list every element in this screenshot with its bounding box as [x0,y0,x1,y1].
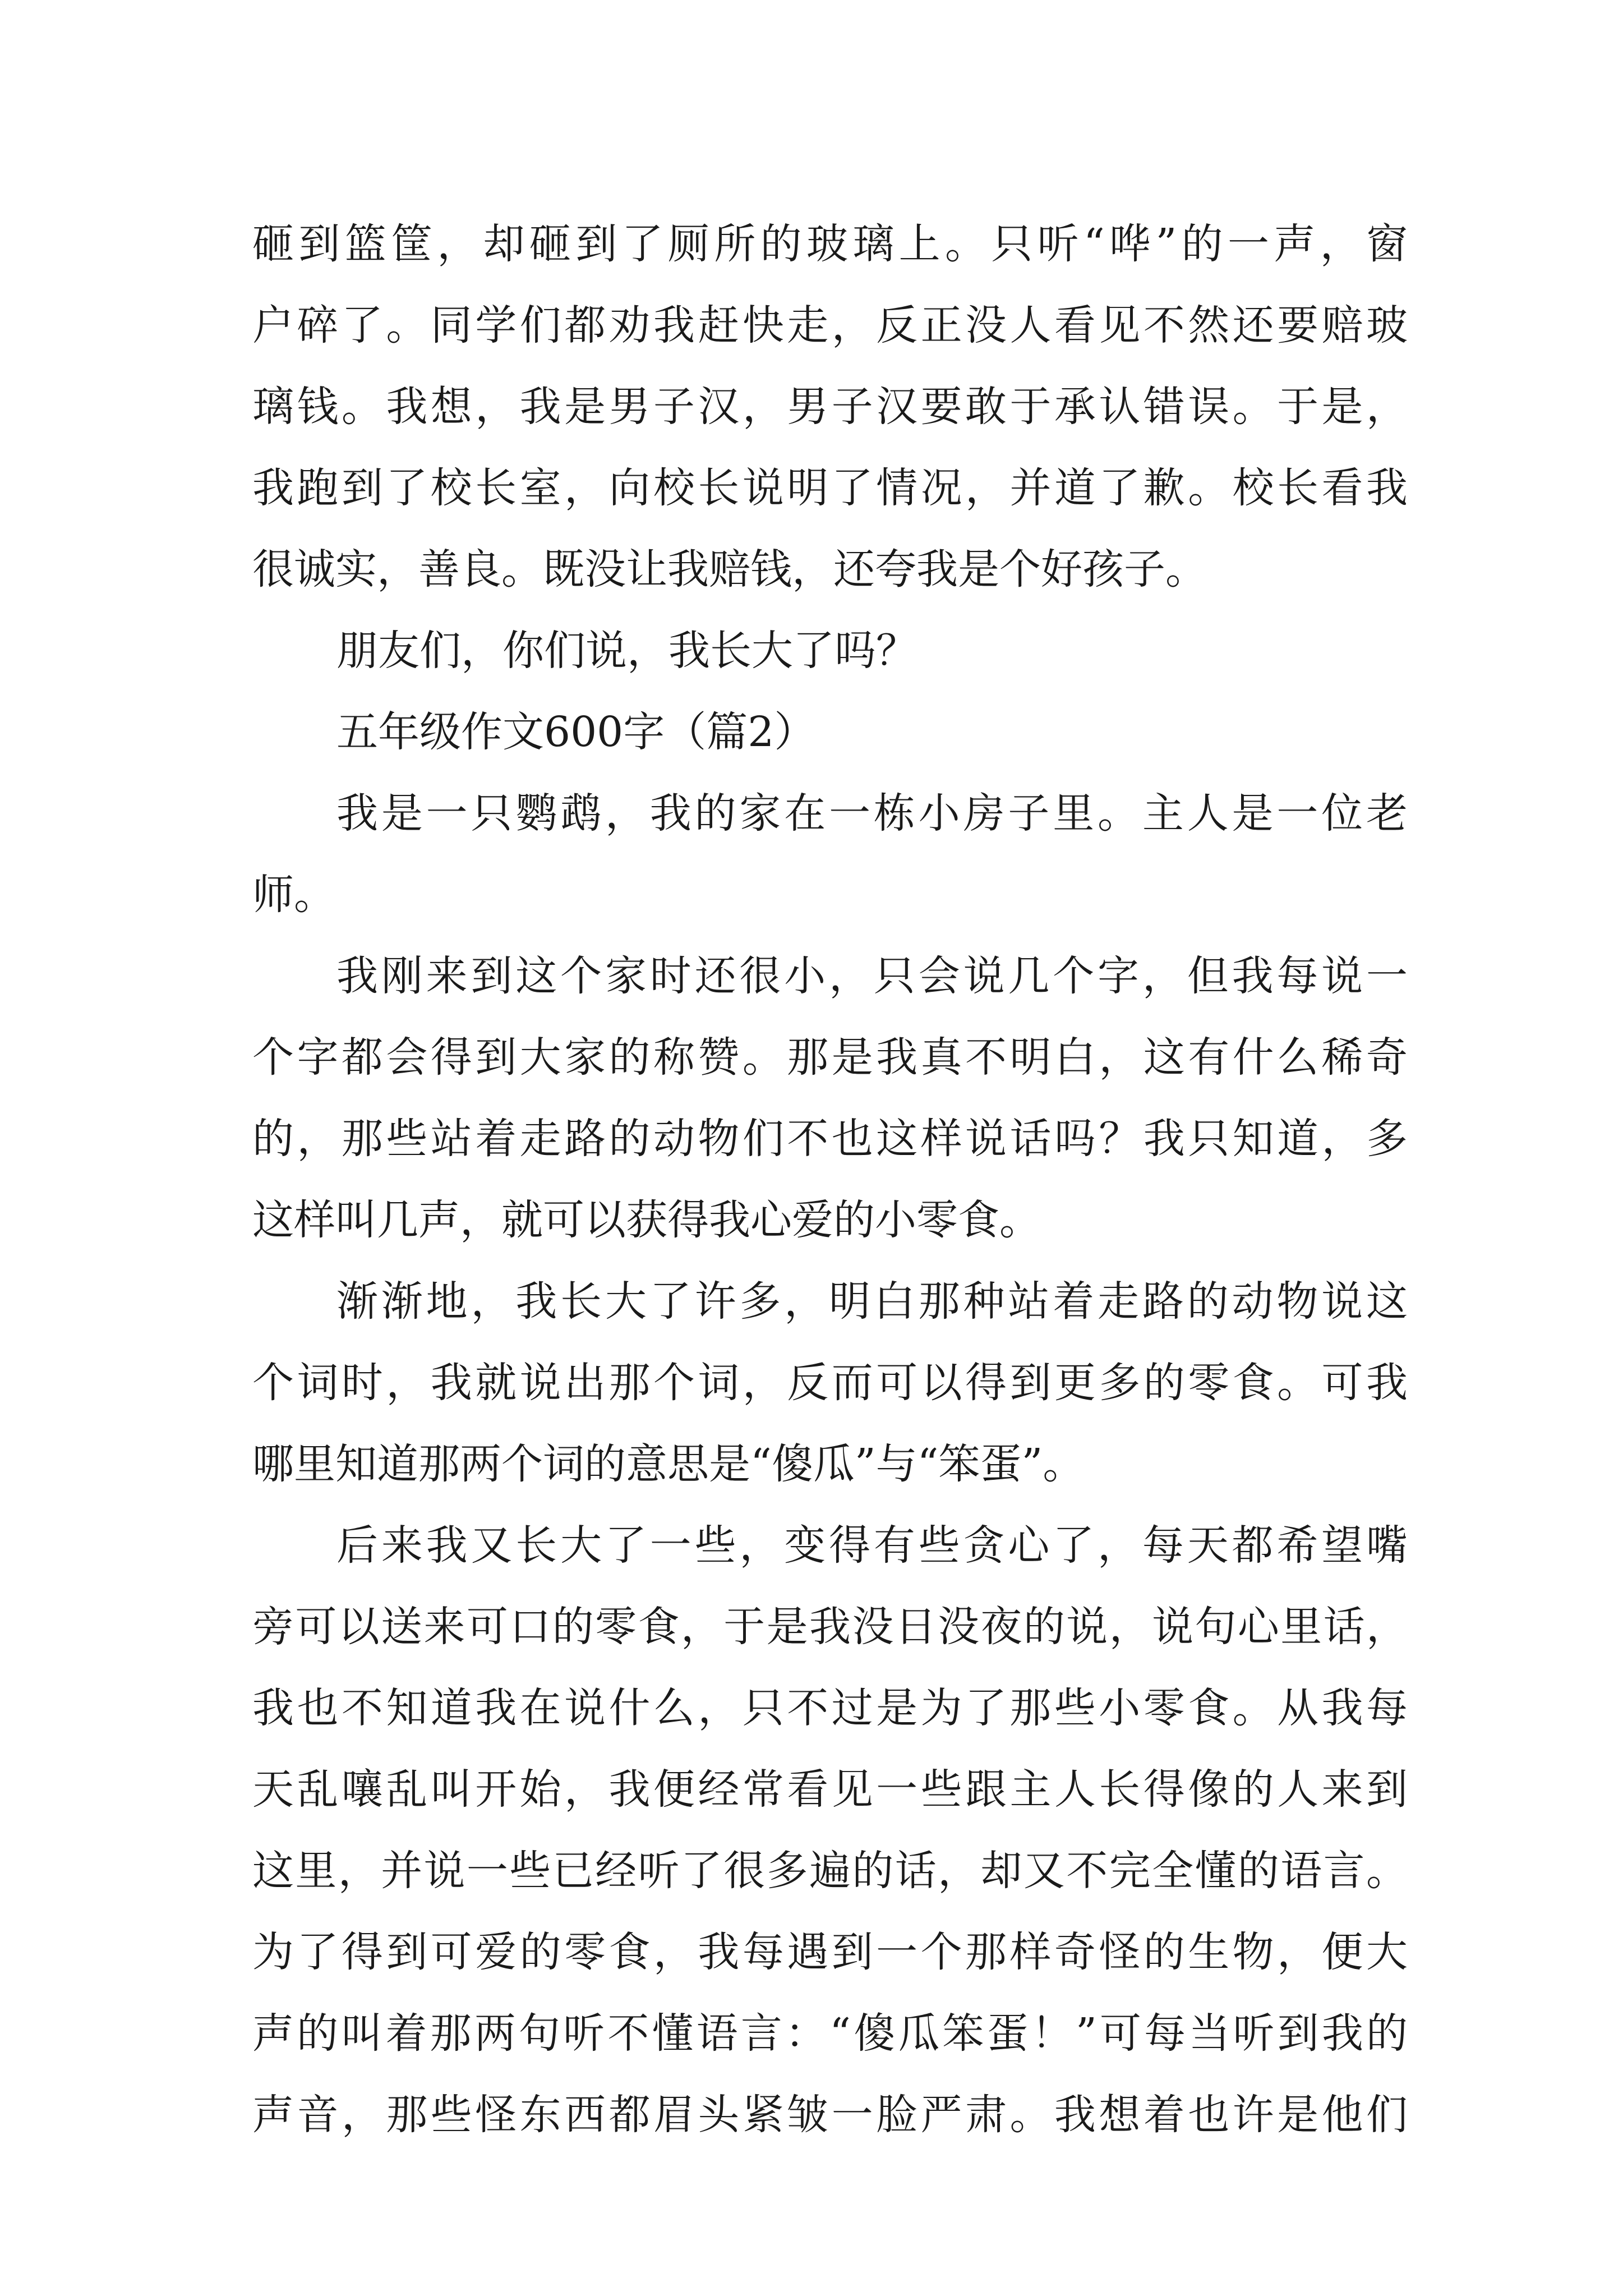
text-line: 声音，那些怪东西都眉头紧皱一脸严肃。我想着也许是他们 [252,2091,1408,2139]
text-line: 户碎了。同学们都劝我赶快走，反正没人看见不然还要赔玻 [252,301,1408,349]
text-line: 这里，并说一些已经听了很多遍的话，却又不完全懂的语言。 [252,1847,1408,1895]
text-line: 朋友们，你们说，我长大了吗？ [336,627,917,675]
text-line: 我也不知道我在说什么，只不过是为了那些小零食。从我每 [252,1684,1408,1732]
text-line: 这样叫几声，就可以获得我心爱的小零食。 [252,1196,1041,1244]
text-line: 师。 [252,871,335,919]
text-line: 为了得到可爱的零食，我每遇到一个那样奇怪的生物，便大 [252,1928,1408,1976]
section-heading: 五年级作文600字（篇2） [336,708,816,756]
text-line: 砸到篮筐，却砸到了厕所的玻璃上。只听“哗”的一声，窗 [252,220,1408,268]
text-line: 我刚来到这个家时还很小，只会说几个字，但我每说一 [336,952,1408,1000]
text-line: 后来我又长大了一些，变得有些贪心了，每天都希望嘴 [336,1521,1408,1570]
text-line: 我跑到了校长室，向校长说明了情况，并道了歉。校长看我 [252,464,1408,512]
text-line: 很诚实，善良。既没让我赔钱，还夸我是个好孩子。 [252,545,1207,593]
text-line: 个字都会得到大家的称赞。那是我真不明白，这有什么稀奇 [252,1033,1408,1082]
text-line: 声的叫着那两句听不懂语言：“傻瓜笨蛋！”可每当听到我的 [252,2009,1408,2058]
text-line: 的，那些站着走路的动物们不也这样说话吗？我只知道，多 [252,1115,1408,1163]
text-line: 渐渐地，我长大了许多，明白那种站着走路的动物说这 [336,1277,1408,1326]
text-line: 旁可以送来可口的零食，于是我没日没夜的说，说句心里话， [252,1603,1408,1651]
text-line: 个词时，我就说出那个词，反而可以得到更多的零食。可我 [252,1359,1408,1407]
text-line: 我是一只鹦鹉，我的家在一栋小房子里。主人是一位老 [336,789,1408,838]
text-line: 哪里知道那两个词的意思是“傻瓜”与“笨蛋”。 [252,1440,1085,1488]
text-line: 天乱嚷乱叫开始，我便经常看见一些跟主人长得像的人来到 [252,1765,1408,1814]
text-line: 璃钱。我想，我是男子汉，男子汉要敢于承认错误。于是， [252,383,1408,431]
